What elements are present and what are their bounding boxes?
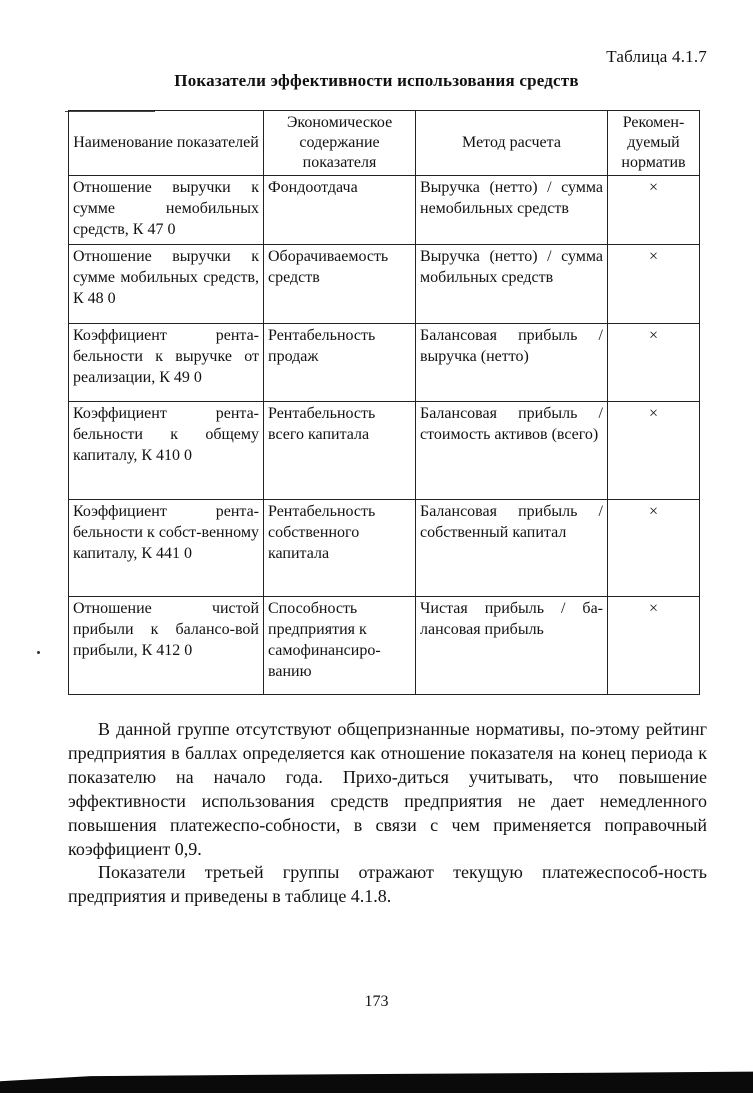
cell-method: Балансовая прибыль / собственный капитал: [416, 500, 608, 597]
cell-norm: ×: [608, 500, 700, 597]
cell-method: Балансовая прибыль / выручка (нетто): [416, 324, 608, 402]
table-row: [69, 324, 700, 402]
cell-method: Балансовая прибыль / стоимость активов (всего): [416, 402, 608, 500]
header-norm: Рекомен-дуемый норматив: [608, 111, 700, 176]
table-row: [69, 402, 700, 500]
cell-economic: Рентабельность собственного капитала: [264, 500, 416, 597]
cell-name: Отношение выручки к сумме немобильных средств, К 47 0: [69, 176, 264, 245]
table-header-row: [69, 111, 700, 176]
cell-economic: Способность предприятия к самофинансиро-ванию: [264, 597, 416, 695]
body-paragraph: [68, 717, 707, 861]
table-number: Таблица 4.1.7: [606, 47, 707, 66]
paragraph-text: В данной группе отсутствуют общепризнанные нормативы, по-этому рейтинг предприятия в баллах определяется как отношение показателя на конец периода к показателю на начало года. Прихо-диться учитывать, что повышение эффективности использования средств предприятия не дает немедленного повышения платежеспо-собности, в связи с чем применяется поправочный коэффициент 0,9.: [68, 719, 707, 859]
cell-norm: ×: [608, 597, 700, 695]
table-row: [69, 500, 700, 597]
cell-economic: Оборачиваемость средств: [264, 245, 416, 324]
cell-name: Отношение выручки к сумме мобильных средств, К 48 0: [69, 245, 264, 324]
table-row: [69, 597, 700, 695]
cell-name: Коэффициент рента-бельности к общему капиталу, К 410 0: [69, 402, 264, 500]
cell-name: Коэффициент рента-бельности к выручке от реализации, К 49 0: [69, 324, 264, 402]
page-number: 173: [364, 993, 389, 1010]
header-name: Наименование показателей: [69, 111, 264, 176]
cell-norm: ×: [608, 324, 700, 402]
cell-norm: ×: [608, 402, 700, 500]
scan-speck: [37, 651, 40, 654]
header-method: Метод расчета: [416, 111, 608, 176]
table-row: [69, 245, 700, 324]
cell-method: Выручка (нетто) / сумма мобильных средств: [416, 245, 608, 324]
table-row: [69, 176, 700, 245]
scan-edge-shadow: [0, 1067, 753, 1093]
cell-method: Чистая прибыль / ба-лансовая прибыль: [416, 597, 608, 695]
cell-name: Отношение чистой прибыли к балансо-вой прибыли, К 412 0: [69, 597, 264, 695]
cell-economic: Фондоотдача: [264, 176, 416, 245]
cell-name: Коэффициент рента-бельности к собст-венному капиталу, К 441 0: [69, 500, 264, 597]
cell-norm: ×: [608, 245, 700, 324]
table-title: Показатели эффективности использования средств: [174, 71, 579, 90]
cell-method: Выручка (нетто) / сумма немобильных средств: [416, 176, 608, 245]
cell-economic: Рентабельность всего капитала: [264, 402, 416, 500]
cell-economic: Рентабельность продаж: [264, 324, 416, 402]
body-paragraph: [68, 860, 707, 908]
header-economic: Экономическое содержание показателя: [264, 111, 416, 176]
indicators-table: [68, 110, 700, 695]
paragraph-text: Показатели третьей группы отражают текущую платежеспособ-ность предприятия и приведены в таблице 4.1.8.: [68, 862, 707, 906]
cell-norm: ×: [608, 176, 700, 245]
